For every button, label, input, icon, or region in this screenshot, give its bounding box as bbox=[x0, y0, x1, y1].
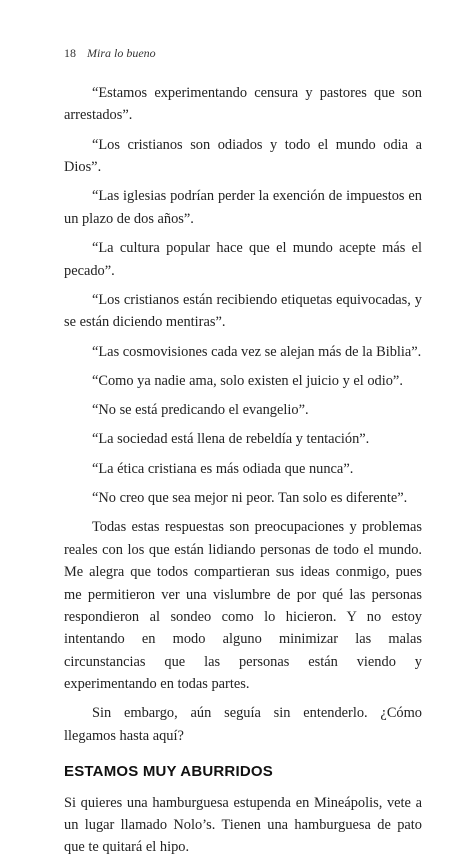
quote-paragraph: “Las iglesias podrían perder la exención de impuestos en un plazo de dos años”. bbox=[64, 188, 422, 227]
body-text bbox=[64, 82, 422, 866]
quote-paragraph: “Estamos experimentando censura y pastores que son arrestados”. bbox=[64, 85, 422, 124]
section-heading: ESTAMOS MUY ABURRIDOS bbox=[64, 763, 273, 781]
quote-paragraph: “Los cristianos están recibiendo etiquetas equivocadas, y se están diciendo mentiras”. bbox=[64, 291, 422, 331]
quote-paragraph: “Los cristianos son odiados y todo el mundo odia a Dios”. bbox=[64, 136, 422, 176]
quote-paragraph: “La ética cristiana es más odiada que nunca”. bbox=[92, 460, 354, 477]
quote-paragraph: “No creo que sea mejor ni peor. Tan solo es diferente”. bbox=[92, 490, 408, 506]
book-title: Mira lo bueno bbox=[87, 46, 156, 60]
quote-paragraph: “Las cosmovisiones cada vez se alejan más de la Biblia”. bbox=[92, 343, 422, 360]
quote-paragraph: “La sociedad está llena de rebeldía y tentación”. bbox=[92, 431, 370, 448]
section-first-paragraph: Si quieres una hamburguesa estupenda en Mineápolis, vete a un lugar llamado Nolo’s. Tienen una hamburguesa de pato que te quitará el hipo. bbox=[64, 794, 422, 856]
page-number: 18 bbox=[64, 46, 76, 60]
running-head bbox=[64, 46, 156, 61]
quote-paragraph: “Como ya nadie ama, solo existen el juicio y el odio”. bbox=[92, 372, 403, 389]
body-paragraph: Sin embargo, aún seguía sin entenderlo. ¿Cómo llegamos hasta aquí? bbox=[64, 705, 422, 744]
body-paragraph: Todas estas respuestas son preocupaciones y problemas reales con los que están lidiando personas de todo el mundo. Me alegra que todos compartieran sus ideas conmigo, pues me permitieron ver una vislumbre de por qué las personas respondieron al sondeo como lo hicieron. Y no estoy intentando en modo alguno minimizar las malas circunstancias que las personas están viendo y experimentando en todas partes. bbox=[64, 519, 422, 693]
quote-paragraph: “No se está predicando el evangelio”. bbox=[92, 402, 309, 419]
quote-paragraph: “La cultura popular hace que el mundo acepte más el pecado”. bbox=[64, 240, 422, 279]
